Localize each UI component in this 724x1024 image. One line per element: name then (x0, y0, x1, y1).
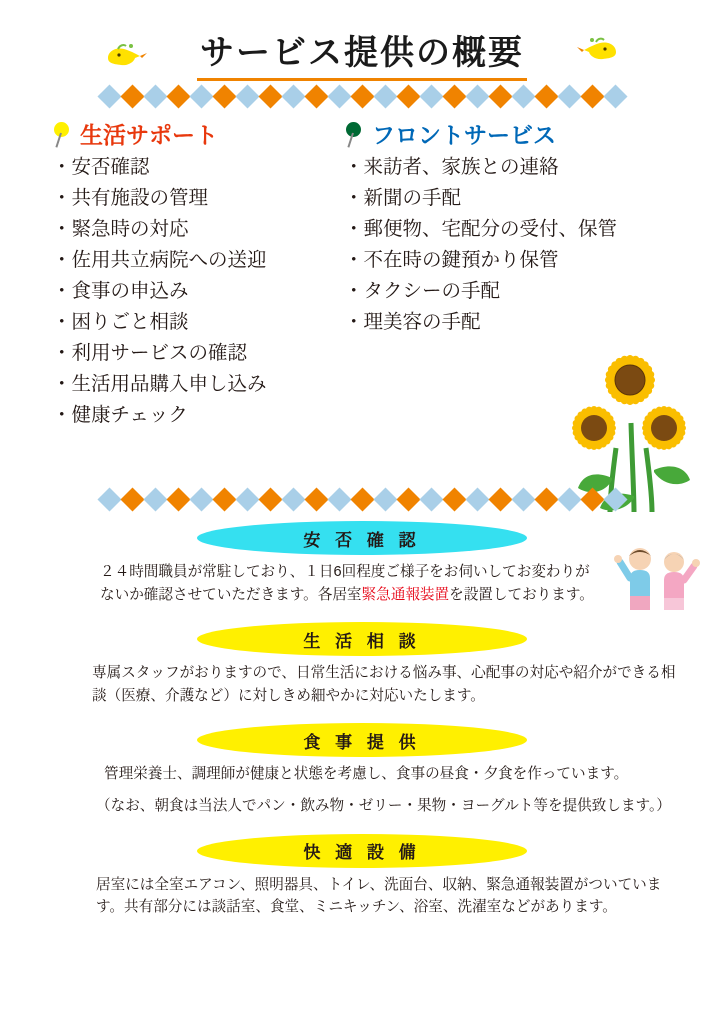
list-item: ・ 理美容の手配 (344, 313, 724, 344)
detail-sections (0, 511, 724, 919)
sunflower-illustration (546, 328, 706, 513)
column-heading-life-support (52, 122, 330, 148)
highlighted-term: 緊急通報装置 (361, 586, 450, 603)
diamond-divider-bottom (0, 487, 724, 511)
section-body (0, 561, 724, 606)
section-safety-check (0, 521, 724, 606)
section-heading: 安 否 確 認 (197, 521, 527, 555)
section-body (0, 874, 724, 919)
list-item: ・ 緊急時の対応 (52, 220, 330, 251)
service-column-left (0, 122, 330, 437)
front-service-list (344, 158, 724, 344)
section-body (0, 763, 724, 817)
body-line: を設置しております。 (449, 586, 594, 603)
list-item: ・ 新聞の手配 (344, 189, 724, 220)
list-item: ・ 共有施設の管理 (52, 189, 330, 220)
column-title: 生活サポート (80, 121, 218, 148)
section-comfort-facilities (0, 834, 724, 919)
page-title: サービス提供の概要 (200, 34, 524, 72)
list-item: ・ 来訪者、家族との連絡 (344, 158, 724, 189)
body-line: ２４時間職員が常駐しており、１日6回程度ご様子をお伺いしてお変わりが (100, 564, 590, 580)
list-item: ・ 不在時の鍵預かり保管 (344, 251, 724, 282)
section-heading: 食 事 提 供 (197, 723, 527, 757)
body-line: ないか確認させていただきます。各居室 (100, 586, 362, 603)
page-header (0, 0, 724, 78)
diamond-divider-top (0, 84, 724, 108)
body-line: す。共有部分には談話室、食堂、ミニキッチン、浴室、洗濯室などがあります。 (96, 899, 617, 916)
body-line: 居室には全室エアコン、照明器具、トイレ、洗面台、収納、緊急通報装置がついていま (96, 876, 662, 893)
column-title: フロントサービス (372, 121, 556, 148)
body-line: （なお、朝食は当法人でパン・飲み物・ゼリー・果物・ヨーグルト等を提供致します。） (96, 798, 671, 815)
list-item: ・ タクシーの手配 (344, 282, 724, 313)
pin-icon (52, 122, 74, 148)
pin-icon (344, 122, 366, 148)
life-support-list (52, 158, 330, 437)
list-item: ・ 健康チェック (52, 406, 330, 437)
list-item: ・ 安否確認 (52, 158, 330, 189)
list-item: ・ 困りごと相談 (52, 313, 330, 344)
list-item: ・ 佐用共立病院への送迎 (52, 251, 330, 282)
section-heading: 快 適 設 備 (197, 834, 527, 868)
list-item: ・ 生活用品購入申し込み (52, 375, 330, 406)
section-meal-service (0, 723, 724, 817)
title-underline (197, 78, 527, 81)
column-heading-front-service (344, 122, 724, 148)
section-body (0, 662, 724, 707)
section-heading: 生 活 相 談 (197, 622, 527, 656)
section-life-consultation (0, 622, 724, 707)
list-item: ・ 利用サービスの確認 (52, 344, 330, 375)
list-item: ・ 郵便物、宅配分の受付、保管 (344, 220, 724, 251)
body-line: 談（医療、介護など）に対しきめ細やかに対応いたします。 (92, 687, 485, 704)
body-line: 専属スタッフがおりますので、日常生活における悩み事、心配事の対応や紹介ができる相 (92, 665, 676, 682)
body-line: 管理栄養士、調理師が健康と状態を考慮し、食事の昼食・夕食を作っています。 (104, 766, 629, 783)
list-item: ・ 食事の申込み (52, 282, 330, 313)
